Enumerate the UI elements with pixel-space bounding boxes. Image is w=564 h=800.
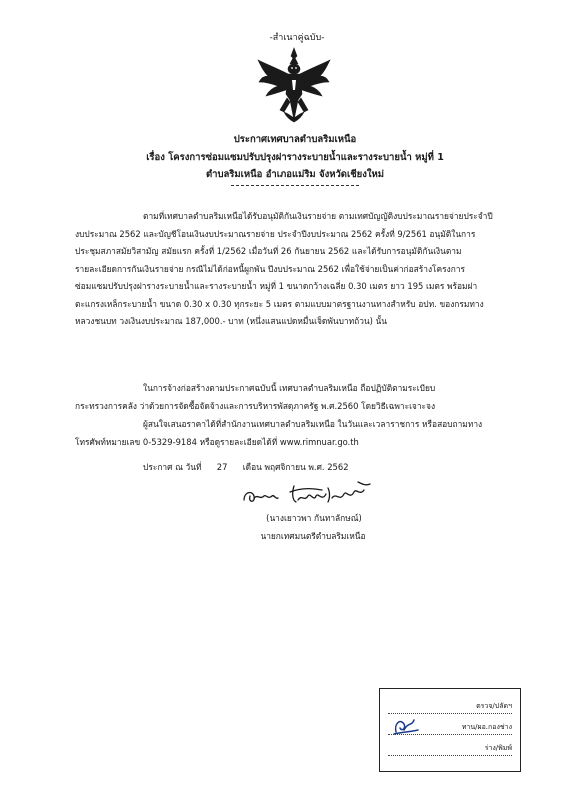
paragraph-line: ในการจ้างก่อสร้างตามประกาศฉบับนี้ เทศบาลตำบลริมเหนือ ถือปฏิบัติตามระเบียบ: [143, 383, 436, 393]
paragraph-line: โทรศัพท์หมายเลข 0-5329-9184 หรือดูรายละเอียดได้ที่ www.rimnuar.go.th: [75, 436, 359, 447]
garuda-emblem-icon: [256, 46, 332, 124]
title-separator: [231, 185, 359, 186]
paragraph-budget: [75, 208, 515, 331]
proof-label: ร่าง/พิมพ์: [484, 744, 512, 752]
proof-row-check: [388, 699, 512, 714]
initials-signature-icon: [390, 714, 420, 736]
announcement-location: ตำบลริมเหนือ อำเภอแม่ริม จังหวัดเชียงใหม่: [205, 169, 385, 180]
date-prefix: ประกาศ ณ วันที่: [143, 462, 202, 472]
announcement-title: ประกาศเทศบาลตำบลริมเหนือ: [233, 134, 357, 145]
paragraph-line: รายละเอียดการกันเงินรายจ่าย กรณีไม่ได้ก่อหนี้ผูกพัน ปีงบประมาณ 2562 เพื่อใช้จ่ายเป็นค่าก่อสร้างโครงการ: [75, 263, 466, 274]
paragraph-line: ซ่อมแซมปรับปรุงฝารางระบายน้ำและรางระบายน้ำ หมู่ที่ 1 ขนาดกว้างเฉลี่ย 0.30 เมตร ยาว 195 เมตร พร้อมฝา: [75, 281, 478, 291]
proof-label: ตรวจ/ปลัดฯ: [476, 702, 512, 710]
paragraph-line: หลวงชนบท วงเงินงบประมาณ 187,000.- บาท (หนึ่งแสนแปดหมื่นเจ็ดพันบาทถ้วน) นั้น: [75, 316, 388, 326]
signer-position: นายกเทศมนตรีตำบลริมเหนือ: [260, 531, 366, 541]
paragraph-line: งบประมาณ 2562 และบัญชีโอนเงินงบประมาณรายจ่าย ประจำปีงบประมาณ 2562 ครั้งที่ 9/2561 อนุมัติในการ: [75, 228, 476, 239]
paragraph-regulation: [75, 380, 515, 415]
announcement-subject: เรื่อง โครงการซ่อมแซมปรับปรุงฝารางระบายน้ำและรางระบายน้ำ หมู่ที่ 1: [146, 152, 444, 163]
paragraph-line: ประชุมสภาสมัยวิสามัญ สมัยแรก ครั้งที่ 1/2562 เมื่อวันที่ 26 กันยายน 2562 และได้รับการอนุมัติกันเงินตาม: [75, 246, 462, 256]
signer-name: (นางเยาวพา กันทาลักษณ์): [266, 513, 362, 523]
paragraph-line: ผู้สนใจเสนอราคาได้ที่สำนักงานเทศบาลตำบลริมเหนือ ในวันและเวลาราชการ หรือสอบถามทาง: [143, 419, 483, 429]
paragraph-contact: [75, 416, 515, 451]
copy-mark: -สำเนาคู่ฉบับ-: [269, 33, 325, 43]
paragraph-line: กระทรวงการคลัง ว่าด้วยการจัดซื้อจัดจ้างและการบริหารพัสดุภาครัฐ พ.ศ.2560 โดยวิธีเฉพาะเจาะจง: [75, 400, 436, 411]
handwritten-signature-icon: [240, 478, 375, 510]
proof-row-draft: [388, 741, 512, 756]
date-month-year: เดือน พฤศจิกายน พ.ศ. 2562: [242, 462, 349, 472]
date-day: 27: [216, 462, 228, 472]
proof-label: ทาน/ผอ.กองช่าง: [461, 723, 512, 731]
proof-row-review: [388, 720, 512, 735]
proofreading-box: [379, 688, 521, 772]
paragraph-line: ตามที่เทศบาลตำบลริมเหนือได้รับอนุมัติกันเงินรายจ่าย ตามเทศบัญญัติงบประมาณรายจ่ายประจำปี: [143, 211, 493, 221]
announcement-date: [143, 460, 349, 474]
paragraph-line: ตะแกรงเหล็กระบายน้ำ ขนาด 0.30 x 0.30 ทุกระยะ 5 เมตร ตามแบบมาตรฐานงานทางสำหรับ อปท. ของกรมทาง: [75, 298, 484, 309]
